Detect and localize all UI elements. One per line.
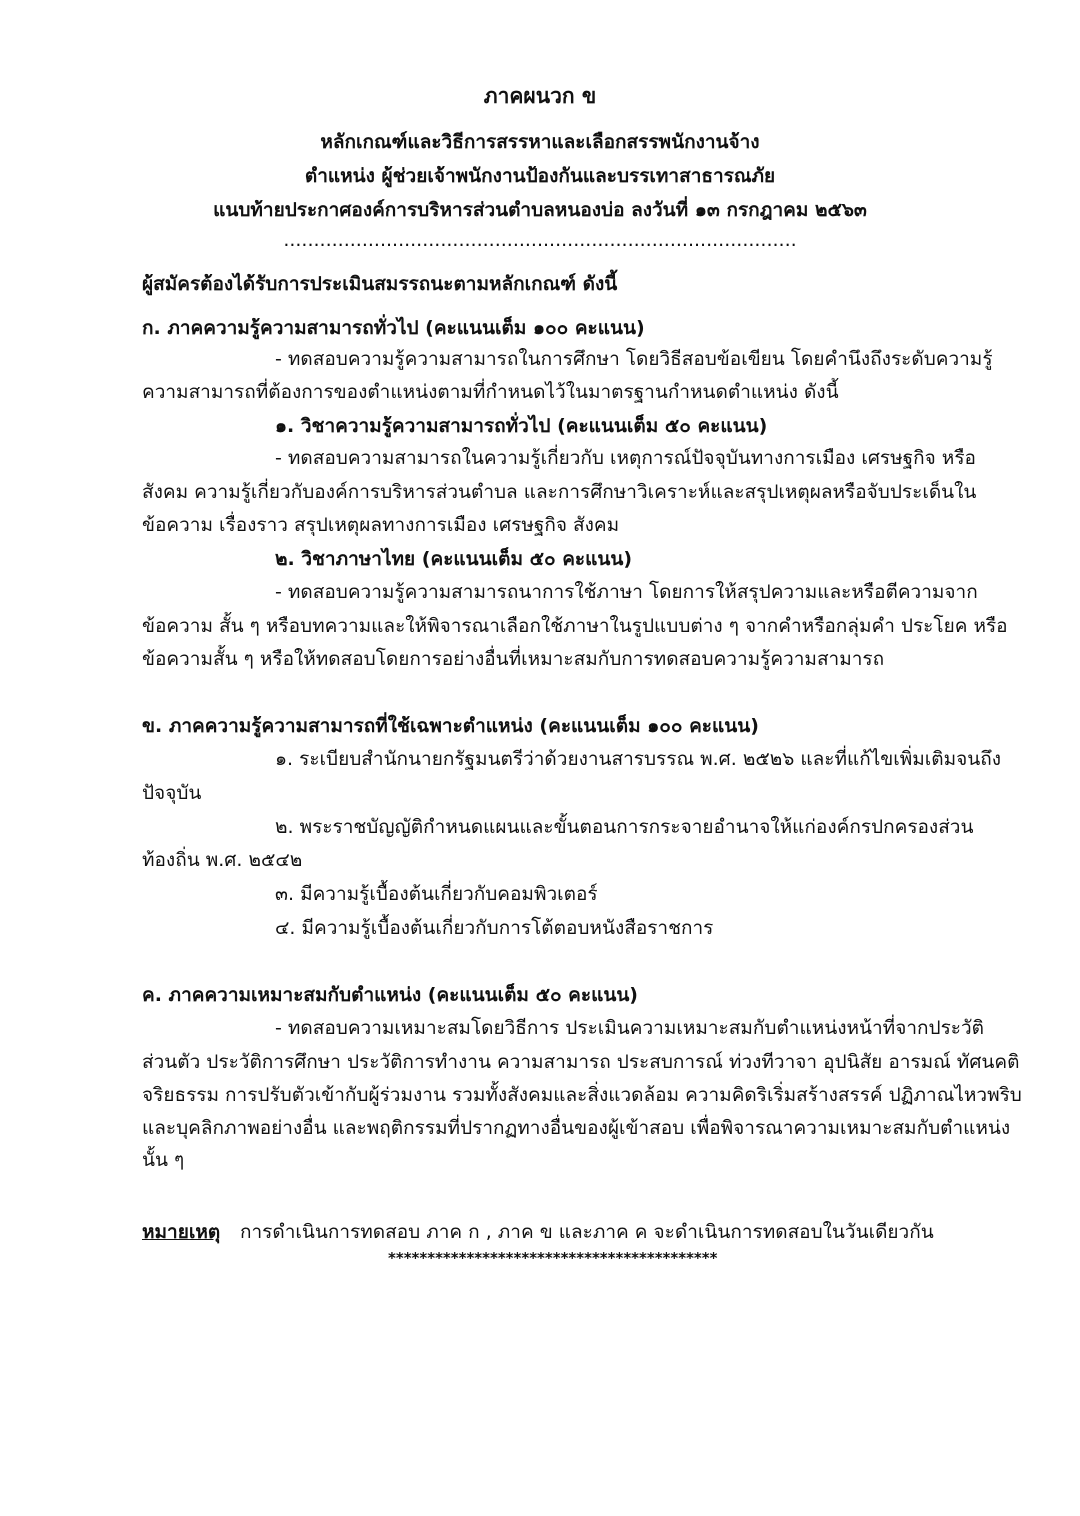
section-a-subheading-2: ๒. วิชาภาษาไทย (คะแนนเต็ม ๕๐ คะแนน)	[275, 548, 633, 570]
subtitle-position: ตำแหน่ง ผู้ช่วยเจ้าพนักงานป้องกันและบรรเทาสาธารณภัย	[304, 165, 776, 187]
section-c-heading: ค. ภาคความเหมาะสมกับตำแหน่ง (คะแนนเต็ม ๕๐ คะแนน)	[142, 984, 638, 1006]
section-c-line-4: และบุคลิกภาพอย่างอื่น และพฤติกรรมที่ปรากฏทางอื่นของผู้เข้าสอบ เพื่อพิจารณาความเหมาะสมกับตำแหน่ง	[142, 1117, 1011, 1139]
header-divider: .....................................................................................	[283, 229, 797, 251]
section-a-sub2-line-3: ข้อความสั้น ๆ หรือให้ทดสอบโดยการอย่างอื่นที่เหมาะสมกับการทดสอบความรู้ความสามารถ	[142, 648, 885, 670]
section-a-sub1-line-2: สังคม ความรู้เกี่ยวกับองค์การบริหารส่วนตำบล และการศึกษาวิเคราะห์และสรุปเหตุผลหรือจับประเด็นใน	[142, 481, 977, 503]
section-c-line-5: นั้น ๆ	[142, 1149, 185, 1171]
appendix-title: ภาคผนวก ข	[483, 84, 597, 108]
section-c-line-2: ส่วนตัว ประวัติการศึกษา ประวัติการทำงาน ความสามารถ ประสบการณ์ ท่วงทีวาจา อุปนิสัย อารมณ์ ทัศนคติ	[142, 1051, 1020, 1073]
section-a-sub1-line-3: ข้อความ เรื่องราว สรุปเหตุผลทางการเมือง เศรษฐกิจ สังคม	[142, 514, 620, 536]
section-a-subheading-1: ๑. วิชาความรู้ความสามารถทั่วไป (คะแนนเต็ม ๕๐ คะแนน)	[275, 415, 768, 437]
section-b-heading: ข. ภาคความรู้ความสามารถที่ใช้เฉพาะตำแหน่ง (คะแนนเต็ม ๑๐๐ คะแนน)	[142, 715, 759, 737]
subtitle-announcement: แนบท้ายประกาศองค์การบริหารส่วนตำบลหนองบ่อ ลงวันที่ ๑๓ กรกฎาคม ๒๕๖๓	[213, 199, 867, 221]
closing-stars: ******************************************	[388, 1249, 718, 1267]
section-a-sub2-line-1: - ทดสอบความรู้ความสามารถนาการใช้ภาษา โดยการให้สรุปความและหรือตีความจาก	[275, 581, 978, 603]
section-a-paragraph-line-1: - ทดสอบความรู้ความสามารถในการศึกษา โดยวิธีสอบข้อเขียน โดยคำนึงถึงระดับความรู้	[275, 348, 993, 370]
section-b-item-1-line-2: ปัจจุบัน	[142, 782, 202, 804]
intro-text: ผู้สมัครต้องได้รับการประเมินสมรรถนะตามหลักเกณฑ์ ดังนี้	[142, 273, 618, 295]
section-b-item-2-line-2: ท้องถิ่น พ.ศ. ๒๕๔๒	[142, 849, 303, 871]
section-b-item-4: ๔. มีความรู้เบื้องต้นเกี่ยวกับการโต้ตอบหนังสือราชการ	[275, 917, 714, 939]
note-text: การดำเนินการทดสอบ ภาค ก , ภาค ข และภาค ค จะดำเนินการทดสอบในวันเดียวกัน	[240, 1221, 934, 1243]
section-a-paragraph-line-2: ความสามารถที่ต้องการของตำแหน่งตามที่กำหนดไว้ในมาตรฐานกำหนดตำแหน่ง ดังนี้	[142, 381, 839, 403]
section-a-sub2-line-2: ข้อความ สั้น ๆ หรือบทความและให้พิจารณาเลือกใช้ภาษาในรูปแบบต่าง ๆ จากคำหรือกลุ่มคำ ประโยค หรือ	[142, 615, 1008, 637]
section-b-item-1-line-1: ๑. ระเบียบสำนักนายกรัฐมนตรีว่าด้วยงานสารบรรณ พ.ศ. ๒๕๒๖ และที่แก้ไขเพิ่มเติมจนถึง	[275, 748, 1002, 770]
section-c-line-3: จริยธรรม การปรับตัวเข้ากับผู้ร่วมงาน รวมทั้งสังคมและสิ่งแวดล้อม ความคิดริเริ่มสร้างสรรค์ ปฏิภาณไหวพริบ	[142, 1084, 1022, 1106]
section-b-item-3: ๓. มีความรู้เบื้องต้นเกี่ยวกับคอมพิวเตอร์	[275, 883, 598, 905]
section-a-sub1-line-1: - ทดสอบความสามารถในความรู้เกี่ยวกับ เหตุการณ์ปัจจุบันทางการเมือง เศรษฐกิจ หรือ	[275, 447, 976, 469]
section-c-line-1: - ทดสอบความเหมาะสมโดยวิธีการ ประเมินความเหมาะสมกับตำแหน่งหน้าที่จากประวัติ	[275, 1017, 984, 1039]
section-a-heading: ก. ภาคความรู้ความสามารถทั่วไป (คะแนนเต็ม ๑๐๐ คะแนน)	[142, 317, 645, 339]
section-b-item-2-line-1: ๒. พระราชบัญญัติกำหนดแผนและขั้นตอนการกระจายอำนาจให้แก่องค์กรปกครองส่วน	[275, 816, 974, 838]
note-label: หมายเหตุ	[142, 1221, 221, 1243]
subtitle-criteria: หลักเกณฑ์และวิธีการสรรหาและเลือกสรรพนักงานจ้าง	[320, 131, 760, 153]
